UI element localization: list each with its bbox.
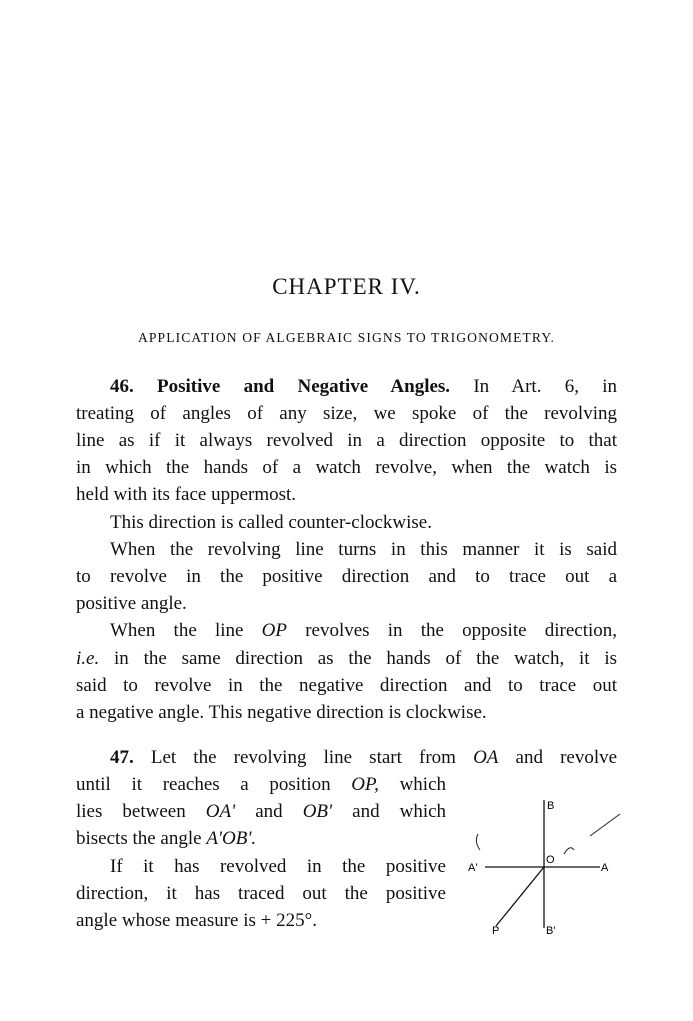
art47-para-2-line-2: direction, it has traced out the positive <box>76 883 446 904</box>
text-span: and which <box>352 801 447 822</box>
art46-para-4-line-1 <box>110 617 617 644</box>
text-span: When the line <box>110 620 244 641</box>
art47-line-1 <box>110 744 617 771</box>
ie-abbrev: i.e. <box>76 648 100 669</box>
art46-para-3-line-3: positive angle. <box>76 593 187 614</box>
text-span: in the same direction as the hands of the watch, it is <box>114 648 618 669</box>
art47-number: 47. <box>110 747 134 768</box>
art46-para-3-line-2: to revolve in the positive direction and to trace out a <box>76 566 617 587</box>
text-span: lies between <box>76 801 186 822</box>
art46-para-3-line-1: When the revolving line turns in this manner it is said <box>110 539 617 560</box>
art46-line-2: treating of angles of any size, we spoke of the revolving <box>76 403 617 424</box>
art47-para-2-line-3: angle whose measure is + 225°. <box>76 910 317 931</box>
label-a: A <box>601 862 609 874</box>
art46-line-5: held with its face uppermost. <box>76 484 297 505</box>
art47-para-2-line-1: If it has revolved in the positive <box>110 856 446 877</box>
label-p: P <box>492 925 500 937</box>
line-oa-prime-symbol: OA' <box>205 801 236 822</box>
text-span: Let the revolving line start from <box>150 747 456 768</box>
chapter-subtitle: APPLICATION OF ALGEBRAIC SIGNS TO TRIGONOMETRY. <box>137 330 556 345</box>
line-op <box>496 867 544 926</box>
angle-symbol: A'OB'. <box>206 828 257 849</box>
label-b-prime: B' <box>546 925 556 937</box>
pencil-mark <box>564 848 574 854</box>
art46-heading: Positive and Negative Angles. <box>157 376 451 397</box>
label-o: O <box>546 854 555 866</box>
line-op-symbol: OP, <box>351 774 379 795</box>
text-span: and revolve <box>515 747 618 768</box>
label-b: B <box>547 800 555 812</box>
label-a-prime: A' <box>468 862 478 874</box>
art46-para-4-line-2 <box>76 645 617 672</box>
art46-line-1 <box>110 373 617 400</box>
art46-number: 46. <box>110 376 134 397</box>
art46-para-4-line-4: a negative angle. This negative direction is clockwise. <box>76 702 487 723</box>
art47-line-3 <box>76 798 446 825</box>
art46-para-4-line-3: said to revolve in the negative direction and to trace out <box>76 675 617 696</box>
line-oa-symbol: OA <box>473 747 499 768</box>
line-op-symbol: OP <box>261 620 287 641</box>
text-span: which <box>399 774 447 795</box>
art46-line-3: line as if it always revolved in a direction opposite to that <box>76 430 617 451</box>
art46-line-4: in which the hands of a watch revolve, when the watch is <box>76 457 617 478</box>
art47-line-4 <box>76 825 446 852</box>
pencil-mark <box>476 834 480 850</box>
art46-para-2: This direction is called counter-clockwise. <box>110 512 432 533</box>
text-span: until it reaches a position <box>76 774 331 795</box>
art46-line-1-rest: In Art. 6, in <box>473 376 618 397</box>
chapter-title: CHAPTER IV. <box>272 274 421 299</box>
line-ob-prime-symbol: OB' <box>302 801 333 822</box>
pencil-mark <box>590 814 620 836</box>
text-span: bisects the angle <box>76 828 202 849</box>
text-span: revolves in the opposite direction, <box>305 620 618 641</box>
art47-line-2 <box>76 771 446 798</box>
text-span: and <box>255 801 283 822</box>
angle-figure <box>460 778 640 953</box>
